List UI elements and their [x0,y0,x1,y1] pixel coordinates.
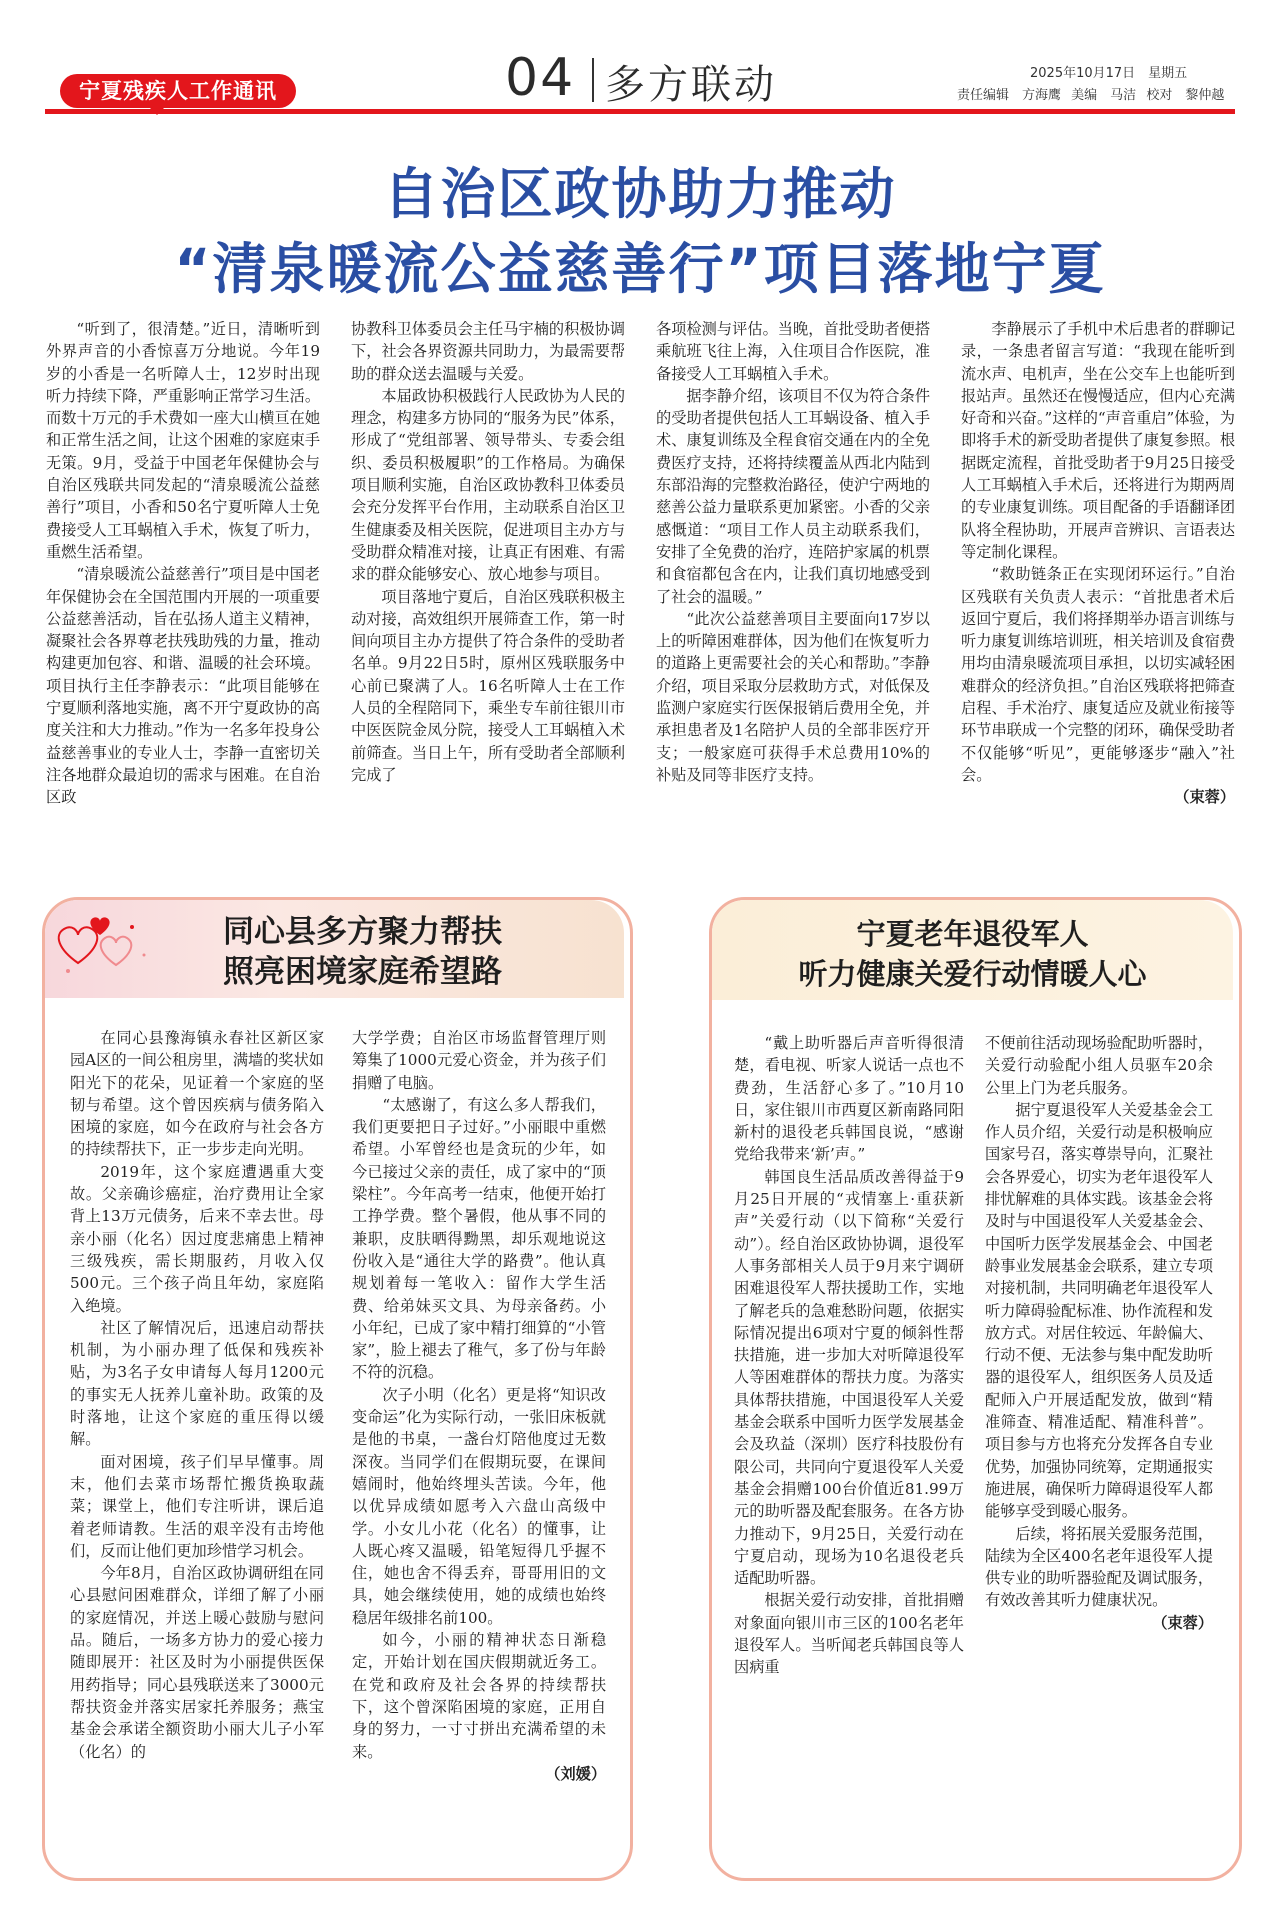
editor-credits [957,84,1230,103]
left-box-column-1 [70,1027,324,1763]
paragraph: 李静展示了手机中术后患者的群聊记录，一条患者留言写道：“我现在能听到流水声、电机声，坐在公交车上也能听到报站声。虽然还在慢慢适应，但内心充满好奇和兴奋。”这样的“声音重启”体验，为即将手术的新受助者提供了康复参照。根据既定流程，首批受助者于9月25日接受人工耳蜗植入手术后，还将进行为期两周的专业康复训练。项目配备的手语翻译团队将全程协助，开展声音辨识、言语表达等定制化课程。 [961,320,1235,561]
right-box-column-1 [734,1032,964,1679]
paragraph: 不便前往活动现场验配助听器时，关爱行动验配小组人员驱车20余公里上门为老兵服务。 [985,1034,1213,1097]
masthead [60,68,300,114]
left-box-title [165,912,560,992]
paragraph: “救助链条正在实现闭环运行。”自治区残联有关负责人表示：“首批患者术后返回宁夏后，我们将择期举办语言训练与听力康复训练培训班，相关培训及食宿费用均由清泉暖流项目承担，以切实减轻困难群众的经济负担。”自治区残联将把筛查启程、手术治疗、康复适应及就业衔接等环节串联成一个完整的闭环，确保受助者不仅能够“听见”，更能够逐步“融入”社会。 [961,565,1235,784]
paragraph: 各项检测与评估。当晚，首批受助者便搭乘航班飞往上海，入住项目合作医院，准备接受人工耳蜗植入手术。 [656,320,930,383]
paragraph: 根据关爱行动安排，首批捐赠对象面向银川市三区的100名老年退役军人。当听闻老兵韩国良等人因病重 [734,1591,964,1677]
page-number: 04 [505,48,576,108]
header-rule [45,109,1235,114]
left-box-column-2 [352,1027,606,1785]
left-box-title-line2: 照亮困境家庭希望路 [223,954,502,990]
paragraph: 韩国良生活品质改善得益于9月25日开展的“戎情塞上·重获新声”关爱行动（以下简称“关爱行动”）。经自治区政协协调，退役军人事务部相关人员于9月来宁调研困难退役军人帮扶援助工作，实地了解老兵的急难愁盼问题，依据实际情况提出6项对宁夏的倾斜性帮扶措施，进一步加大对听障退役军人等困难群体的帮扶力度。为落实具体帮扶措施，中国退役军人关爱基金会联系中国听力医学发展基金会及玖益（深圳）医疗科技股份有限公司，共同向宁夏退役军人关爱基金会捐赠100台价值近81.99万元的助听器及配套服务。在各方协力推动下，9月25日，关爱行动在宁夏启动，现场为10名退役老兵适配助听器。 [734,1167,964,1588]
paragraph: 后续，将拓展关爱服务范围，陆续为全区400名老年退役军人提供专业的助听器验配及调试服务，有效改善其听力健康状况。 [985,1524,1213,1610]
right-box-title-line2: 听力健康关爱行动情暖人心 [798,957,1147,991]
paragraph: 据李静介绍，该项目不仅为符合条件的受助者提供包括人工耳蜗设备、植入手术、康复训练及全程食宿交通在内的全免费医疗支持，还将持续覆盖从西北内陆到东部沿海的完整救治路径，使沪宁两地的慈善公益力量联系更加紧密。小香的父亲感慨道：“项目工作人员主动联系我们，安排了全免费的治疗，连陪护家属的机票和食宿都包含在内，让我们真切地感受到了社会的温暖。” [656,386,930,606]
paragraph: “戴上助听器后声音听得很清楚，看电视、听家人说话一点也不费劲，生活舒心多了。”10月10日，家住银川市西夏区新南路同阳新村的退役老兵韩国良说，“感谢党给我带来‘新’声。” [734,1034,964,1164]
paragraph: “太感谢了，有这么多人帮我们，我们更要把日子过好。”小丽眼中重燃希望。小军曾经也是贪玩的少年，如今已接过父亲的责任，成了家中的“顶梁柱”。今年高考一结束，他便开始打工挣学费。整个暑假，他从事不同的兼职，皮肤晒得黝黑，却乐观地说这份收入是“通往大学的路费”。他认真规划着每一笔收入：留作大学生活费、给弟妹买文具、为母亲备药。小小年纪，已成了家中精打细算的“小管家”，脸上褪去了稚气，多了份与年龄不符的沉稳。 [352,1095,606,1382]
issue-date: 2025年10月17日 星期五 [1030,66,1188,81]
paragraph: 面对困境，孩子们早早懂事。周末，他们去菜市场帮忙搬货换取蔬菜；课堂上，他们专注听讲，课后追着老师请教。生活的艰辛没有击垮他们，反而让他们更加珍惜学习机会。 [70,1452,324,1560]
paragraph: 据宁夏退役军人关爱基金会工作人员介绍，关爱行动是积极响应国家号召，落实尊崇导向，汇聚社会各界爱心，切实为老年退役军人排忧解难的具体实践。该基金会将及时与中国退役军人关爱基金会、中国听力医学发展基金会、中国老龄事业发展基金会联系，建立专项对接机制，共同明确老年退役军人听力障碍验配标准、协作流程和发放方式。对居住较远、年龄偏大、行动不便、无法参与集中配发助听器的退役军人，组织医务人员及适配师入户开展适配发放，做到“精准筛查、精准适配、精准科普”。项目参与方也将充分发挥各自专业优势，加强协同统筹，定期通报实施进展，确保听力障碍退役军人都能够享受到暖心服务。 [985,1100,1213,1521]
main-article-column-4 [961,318,1235,809]
paragraph: 本届政协积极践行人民政协为人民的理念，构建多方协同的“服务为民”体系，形成了“党组部署、领导带头、专委会组织、委员积极履职”的工作格局。为确保项目顺利实施，自治区政协教科卫体委员会充分发挥平台作用，主动联系自治区卫生健康委及相关医院，促进项目主办方与受助群众精准对接，让真正有困难、有需求的群众能够安心、放心地参与项目。 [351,386,625,584]
right-box-column-2 [985,1032,1213,1634]
header-separator [592,58,594,102]
paragraph: 今年8月，自治区政协调研组在同心县慰问困难群众，详细了解了小丽的家庭情况，并送上暖心鼓励与慰问品。随后，一场多方协力的爱心接力随即展开：社区及时为小丽提供医保用药指导；同心县残联送来了3000元帮扶资金并落实居家托养服务；燕宝基金会承诺全额资助小丽大儿子小军（化名）的 [70,1564,324,1761]
paragraph: 2019年，这个家庭遭遇重大变故。父亲确诊癌症，治疗费用让全家背上13万元债务，后来不幸去世。母亲小丽（化名）因过度悲痛患上精神三级残疾，需长期服药，月收入仅500元。三个孩子尚且年幼，家庭陷入绝境。 [70,1162,324,1315]
left-box-title-line1: 同心县多方聚力帮扶 [223,914,502,950]
byline: （束蓉） [1174,788,1235,807]
paragraph: “清泉暖流公益慈善行”项目是中国老年保健协会在全国范围内开展的一项重要公益慈善活动，旨在弘扬人道主义精神，凝聚社会各界尊老扶残助残的力量，推动构建更加包容、和谐、温暖的社会环境。项目执行主任李静表示：“此项目能够在宁夏顺利落地实施，离不开宁夏政协的高度关注和大力推动。”作为一名多年投身公益慈善事业的专业人士，李静一直密切关注各地群众最迫切的需求与困难。在自治区政 [46,565,320,807]
paragraph: “听到了，很清楚。”近日，清晰听到外界声音的小香惊喜万分地说。今年19岁的小香是一名听障人士，12岁时出现听力持续下降，严重影响正常学习生活。而数十万元的手术费如一座大山横亘在她和正常生活之间，让这个困难的家庭束手无策。9月，受益于中国老年保健协会与自治区残联共同发起的“清泉暖流公益慈善行”项目，小香和50名宁夏听障人士免费接受人工耳蜗植入手术，恢复了听力，重燃生活希望。 [46,320,320,561]
editor-credit: 校对 黎仲越 [1146,88,1225,103]
paragraph: 如今，小丽的精神状态日渐稳定，开始计划在国庆假期就近务工。在党和政府及社会各界的持续帮扶下，这个曾深陷困境的家庭，正用自身的努力，一寸寸拼出充满希望的未来。 [352,1631,606,1761]
right-box-title [712,914,1233,994]
main-article-column-3 [656,318,930,786]
main-article-column-1 [46,318,320,809]
main-article-column-2 [351,318,625,786]
paragraph: 项目落地宁夏后，自治区残联积极主动对接，高效组织开展筛查工作，第一时间向项目主办方提供了符合条件的受助者名单。9月22日5时，原州区残联服务中心前已聚满了人。16名听障人士在工作人员的全程陪同下，乘坐专车前往银川市中医医院金凤分院，接受人工耳蜗植入术前筛查。当日上午，所有受助者全部顺利完成了 [351,587,625,784]
paragraph: 大学学费；自治区市场监督管理厅则筹集了1000元爱心资金，并为孩子们捐赠了电脑。 [352,1029,606,1092]
editor-credit: 责任编辑 方海鹰 [957,88,1062,103]
byline: （刘媛） [545,1764,606,1783]
paragraph: 协教科卫体委员会主任马宇楠的积极协调下，社会各界资源共同助力，为最需要帮助的群众送去温暖与关爱。 [351,320,625,383]
byline: （束蓉） [1152,1613,1213,1632]
paragraph: “此次公益慈善项目主要面向17岁以上的听障困难群体，因为他们在恢复听力的道路上更需要社会的关心和帮助。”李静介绍，项目采取分层救助方式，对低保及监测户家庭实行医保报销后费用全免，并承担患者及1名陪护人员的全部非医疗开支；一般家庭可获得手术总费用10%的补贴及同等非医疗支持。 [656,609,930,784]
section-name: 多方联动 [605,62,777,108]
paragraph: 社区了解情况后，迅速启动帮扶机制，为小丽办理了低保和残疾补贴，为3名子女申请每人每月1200元的事实无人抚养儿童补助。政策的及时落地，让这个家庭的重压得以缓解。 [70,1318,324,1449]
paragraph: 在同心县豫海镇永春社区新区家园A区的一间公租房里，满墙的奖状如阳光下的花朵，见证着一个家庭的坚韧与希望。这个曾因疾病与债务陷入困境的家庭，如今在政府与社会各方的持续帮扶下，正一步步走向光明。 [70,1029,324,1159]
right-box-title-line1: 宁夏老年退役军人 [856,917,1089,951]
paragraph: 次子小明（化名）更是将“知识改变命运”化为实际行动，一张旧床板就是他的书桌，一盏台灯陪他度过无数深夜。当同学们在假期玩耍，在课间嬉闹时，他始终埋头苦读。今年，他以优异成绩如愿考入六盘山高级中学。小女儿小花（化名）的懂事，让人既心疼又温暖，铅笔短得几乎握不住，她也舍不得丢弃，哥哥用旧的文具，她会继续使用，她的成绩也始终稳居年级排名前100。 [352,1385,606,1627]
masthead-title: 宁夏残疾人工作通讯 [79,79,277,103]
main-headline-line1: 自治区政协助力推动 [383,162,897,226]
hearts-decoration-icon [48,905,168,985]
main-headline-line2: “清泉暖流公益慈善行”项目落地宁夏 [174,237,1106,301]
editor-credit: 美编 马洁 [1071,88,1137,103]
